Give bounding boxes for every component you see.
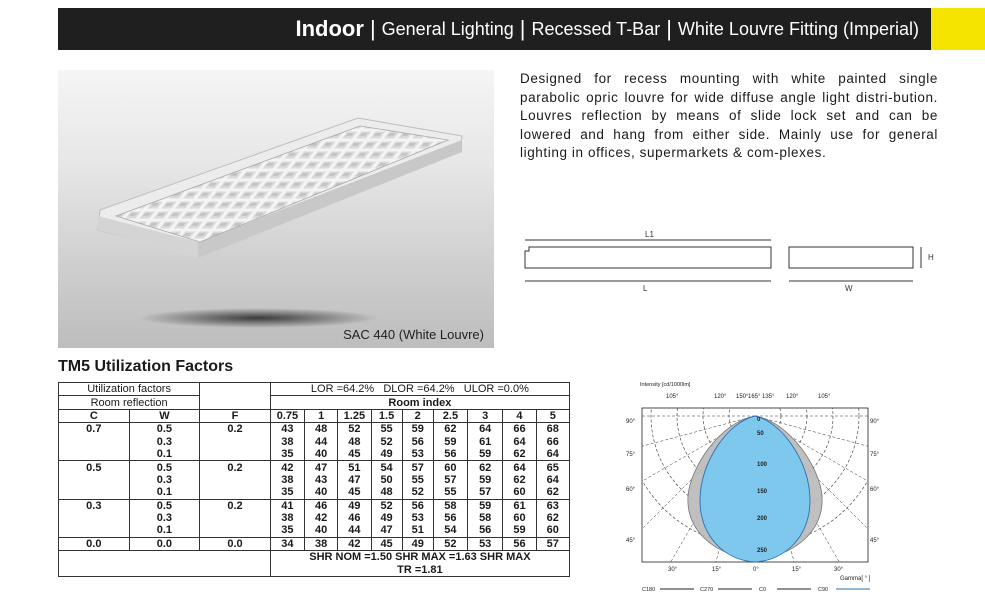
row-w: 0.1	[129, 486, 200, 499]
row-c	[59, 524, 130, 537]
table-cell: 45	[371, 537, 402, 550]
dim-h-label: H	[928, 253, 934, 262]
top-angle-label: 150°	[736, 394, 749, 400]
table-cell: 56	[503, 537, 536, 550]
table-cell: 59	[402, 423, 433, 436]
table-row	[59, 512, 570, 524]
table-cell: 52	[371, 499, 402, 512]
table-cell: 56	[433, 448, 467, 461]
table-cell: 56	[468, 524, 503, 537]
table-row	[59, 436, 570, 448]
table-cell: 54	[433, 524, 467, 537]
row-c	[59, 436, 130, 448]
legend-label: C270	[700, 587, 714, 593]
top-angle-label: 105°	[818, 394, 831, 400]
room-index-label: Room index	[270, 396, 569, 409]
product-description: Designed for recess mounting with white painted single parabolic opric louvre for wide diffuse angle light distri-bution. Louvres reflection by means of slide lock set and can be lowered and hang from either side. Mainly use for general lighting in offices, supermarkets & com-plexes.	[520, 71, 938, 160]
table-cell: 40	[305, 486, 338, 499]
table-cell: 62	[536, 486, 569, 499]
table-cell: 50	[371, 474, 402, 486]
table-cell: 42	[338, 537, 371, 550]
table-cell: 66	[503, 423, 536, 436]
table-cell: 52	[433, 537, 467, 550]
row-f: 0.0	[200, 537, 271, 550]
left-angle-label: 45°	[626, 538, 636, 544]
table-cell: 63	[536, 499, 569, 512]
bottom-angle-label: 30°	[668, 567, 678, 573]
row-w: 0.3	[129, 436, 200, 448]
table-cell: 47	[371, 524, 402, 537]
table-cell: 61	[503, 499, 536, 512]
row-w: 0.5	[129, 423, 200, 436]
table-cell: 57	[433, 474, 467, 486]
table-cell: 48	[371, 486, 402, 499]
table-cell: 62	[468, 461, 503, 474]
table-cell: 51	[338, 461, 371, 474]
table-cell: 42	[305, 512, 338, 524]
right-angle-label: 45°	[870, 538, 880, 544]
ring-value-label: 50	[757, 431, 764, 437]
table-cell: 64	[503, 461, 536, 474]
top-angle-label: 165°	[748, 394, 761, 400]
right-angle-label: 90°	[870, 419, 880, 425]
row-c	[59, 512, 130, 524]
dim-l-label: L	[643, 284, 648, 293]
table-cell: 48	[338, 436, 371, 448]
table-cell: 44	[338, 524, 371, 537]
table-cell: 59	[468, 474, 503, 486]
table-cell: 59	[468, 499, 503, 512]
table-cell: 51	[402, 524, 433, 537]
table-cell: 53	[402, 512, 433, 524]
table-cell: 35	[270, 524, 304, 537]
table-row	[59, 448, 570, 461]
row-c: 0.5	[59, 461, 130, 474]
right-angle-label: 75°	[870, 452, 880, 458]
ring-value-label: 150	[757, 489, 768, 495]
table-cell: 57	[468, 486, 503, 499]
top-angle-label: 120°	[714, 394, 727, 400]
row-w: 0.0	[129, 537, 200, 550]
table-cell: 56	[402, 436, 433, 448]
header-separator: |	[519, 16, 526, 41]
table-cell: 55	[371, 423, 402, 436]
table-cell: 34	[270, 537, 304, 550]
table-cell: 52	[371, 436, 402, 448]
table-cell: 64	[536, 474, 569, 486]
table-cell: 59	[433, 436, 467, 448]
header-accent	[931, 8, 985, 50]
table-cell: 57	[402, 461, 433, 474]
row-c	[59, 486, 130, 499]
row-f: 0.2	[200, 499, 271, 512]
row-w: 0.5	[129, 499, 200, 512]
row-w: 0.1	[129, 448, 200, 461]
row-f	[200, 448, 271, 461]
table-cell: 57	[536, 537, 569, 550]
table-cell: 52	[402, 486, 433, 499]
left-angle-label: 75°	[626, 452, 636, 458]
ring-value-label: 0	[757, 417, 761, 423]
table-cell: 55	[402, 474, 433, 486]
top-angle-label: 120°	[786, 394, 799, 400]
room-index-col: 2	[402, 409, 433, 422]
lor-header: LOR =64.2% DLOR =64.2% ULOR =0.0%	[270, 383, 569, 396]
header-crumb-3: White Louvre Fitting (Imperial)	[677, 18, 919, 39]
table-cell: 58	[468, 512, 503, 524]
legend-label: C90	[818, 587, 829, 593]
shr-line-2: TR =1.81	[270, 563, 569, 576]
left-angle-label: 60°	[626, 487, 636, 493]
room-index-col: 1.25	[338, 409, 371, 422]
row-w: 0.3	[129, 474, 200, 486]
row-f	[200, 436, 271, 448]
table-cell: 38	[305, 537, 338, 550]
luminaire-illustration	[58, 70, 494, 348]
table-cell: 62	[503, 474, 536, 486]
bottom-angle-label: 15°	[792, 567, 802, 573]
legend-label: C0	[759, 587, 767, 593]
table-cell: 49	[338, 499, 371, 512]
table-cell: 61	[468, 436, 503, 448]
table-cell: 49	[402, 537, 433, 550]
row-c	[59, 474, 130, 486]
header-separator: |	[666, 16, 672, 41]
left-angle-label: 90°	[626, 419, 636, 425]
table-cell: 55	[433, 486, 467, 499]
gamma-label: Gamma[ ° ]	[840, 576, 871, 582]
product-caption: SAC 440 (White Louvre)	[343, 327, 484, 342]
row-w: 0.1	[129, 524, 200, 537]
room-index-col: 1	[305, 409, 338, 422]
top-angle-label: 135°	[762, 394, 775, 400]
ring-value-label: 100	[757, 462, 768, 468]
top-angle-label: 105°	[666, 394, 679, 400]
table-cell: 64	[503, 436, 536, 448]
row-c	[59, 448, 130, 461]
table-cell: 49	[371, 512, 402, 524]
table-cell: 58	[433, 499, 467, 512]
room-index-col: 5	[536, 409, 569, 422]
table-cell: 46	[338, 512, 371, 524]
room-reflection-label: Room reflection	[59, 396, 200, 409]
col-w-header: W	[129, 409, 200, 422]
table-title: TM5 Utilization Factors	[58, 358, 234, 375]
row-c: 0.3	[59, 499, 130, 512]
product-photo	[58, 70, 494, 348]
table-cell: 41	[270, 499, 304, 512]
table-cell: 65	[536, 461, 569, 474]
table-cell: 49	[371, 448, 402, 461]
table-cell: 43	[305, 474, 338, 486]
table-cell: 62	[503, 448, 536, 461]
dim-l1-label: L1	[645, 230, 654, 239]
table-cell: 44	[305, 436, 338, 448]
bottom-angle-label: 15°	[712, 567, 722, 573]
table-cell: 66	[536, 436, 569, 448]
row-w: 0.3	[129, 512, 200, 524]
table-cell: 38	[270, 436, 304, 448]
ring-value-label: 200	[757, 516, 768, 522]
table-cell: 62	[536, 512, 569, 524]
table-cell: 60	[503, 512, 536, 524]
row-f: 0.2	[200, 423, 271, 436]
table-cell: 45	[338, 448, 371, 461]
table-cell: 40	[305, 448, 338, 461]
header-crumb-1: General Lighting	[381, 18, 514, 39]
room-index-col: 0.75	[270, 409, 304, 422]
bottom-angle-label: 0°	[753, 567, 759, 573]
table-cell: 59	[503, 524, 536, 537]
table-row	[59, 423, 570, 436]
utilization-table	[58, 382, 570, 577]
table-cell: 42	[270, 461, 304, 474]
table-cell: 38	[270, 512, 304, 524]
table-cell: 53	[468, 537, 503, 550]
header-crumb-2: Recessed T-Bar	[531, 18, 661, 39]
row-w: 0.5	[129, 461, 200, 474]
col-f-header: F	[200, 409, 271, 422]
table-cell: 40	[305, 524, 338, 537]
table-cell: 47	[305, 461, 338, 474]
room-index-col: 3	[468, 409, 503, 422]
right-angle-label: 60°	[870, 487, 880, 493]
table-cell: 56	[433, 512, 467, 524]
table-cell: 35	[270, 448, 304, 461]
col-c-header: C	[59, 409, 130, 422]
intensity-label: Intensity [cd/1000lm]	[640, 382, 691, 388]
row-c: 0.0	[59, 537, 130, 550]
row-f	[200, 474, 271, 486]
page-header	[58, 8, 931, 50]
table-cell: 35	[270, 486, 304, 499]
table-cell: 62	[433, 423, 467, 436]
table-cell: 60	[433, 461, 467, 474]
table-row	[59, 486, 570, 499]
table-cell: 68	[536, 423, 569, 436]
table-cell: 43	[270, 423, 304, 436]
table-cell: 45	[338, 486, 371, 499]
table-row	[59, 499, 570, 512]
header-title: Indoor	[295, 16, 364, 41]
dimension-diagram	[515, 225, 935, 295]
header-separator: |	[369, 16, 376, 41]
room-index-col: 2.5	[433, 409, 467, 422]
table-cell: 60	[536, 524, 569, 537]
room-index-col: 4	[503, 409, 536, 422]
legend-label: C180	[642, 587, 656, 593]
table-cell: 54	[371, 461, 402, 474]
table-cell: 53	[402, 448, 433, 461]
row-f: 0.2	[200, 461, 271, 474]
uf-label: Utilization factors	[59, 383, 200, 396]
room-index-col: 1.5	[371, 409, 402, 422]
shr-line-1: SHR NOM =1.50 SHR MAX =1.63 SHR MAX	[270, 551, 569, 564]
table-cell: 52	[338, 423, 371, 436]
row-c: 0.7	[59, 423, 130, 436]
table-cell: 59	[468, 448, 503, 461]
table-cell: 60	[503, 486, 536, 499]
bottom-angle-label: 30°	[834, 567, 844, 573]
table-row	[59, 537, 570, 550]
table-cell: 64	[536, 448, 569, 461]
ring-value-label: 250	[757, 548, 768, 554]
dim-w-label: W	[845, 284, 853, 293]
table-cell: 47	[338, 474, 371, 486]
row-f	[200, 512, 271, 524]
table-cell: 48	[305, 423, 338, 436]
row-f	[200, 486, 271, 499]
table-row	[59, 524, 570, 537]
table-row	[59, 461, 570, 474]
table-cell: 64	[468, 423, 503, 436]
table-cell: 56	[402, 499, 433, 512]
table-cell: 46	[305, 499, 338, 512]
table-cell: 38	[270, 474, 304, 486]
polar-intensity-diagram	[622, 378, 882, 594]
table-row	[59, 474, 570, 486]
row-f	[200, 524, 271, 537]
